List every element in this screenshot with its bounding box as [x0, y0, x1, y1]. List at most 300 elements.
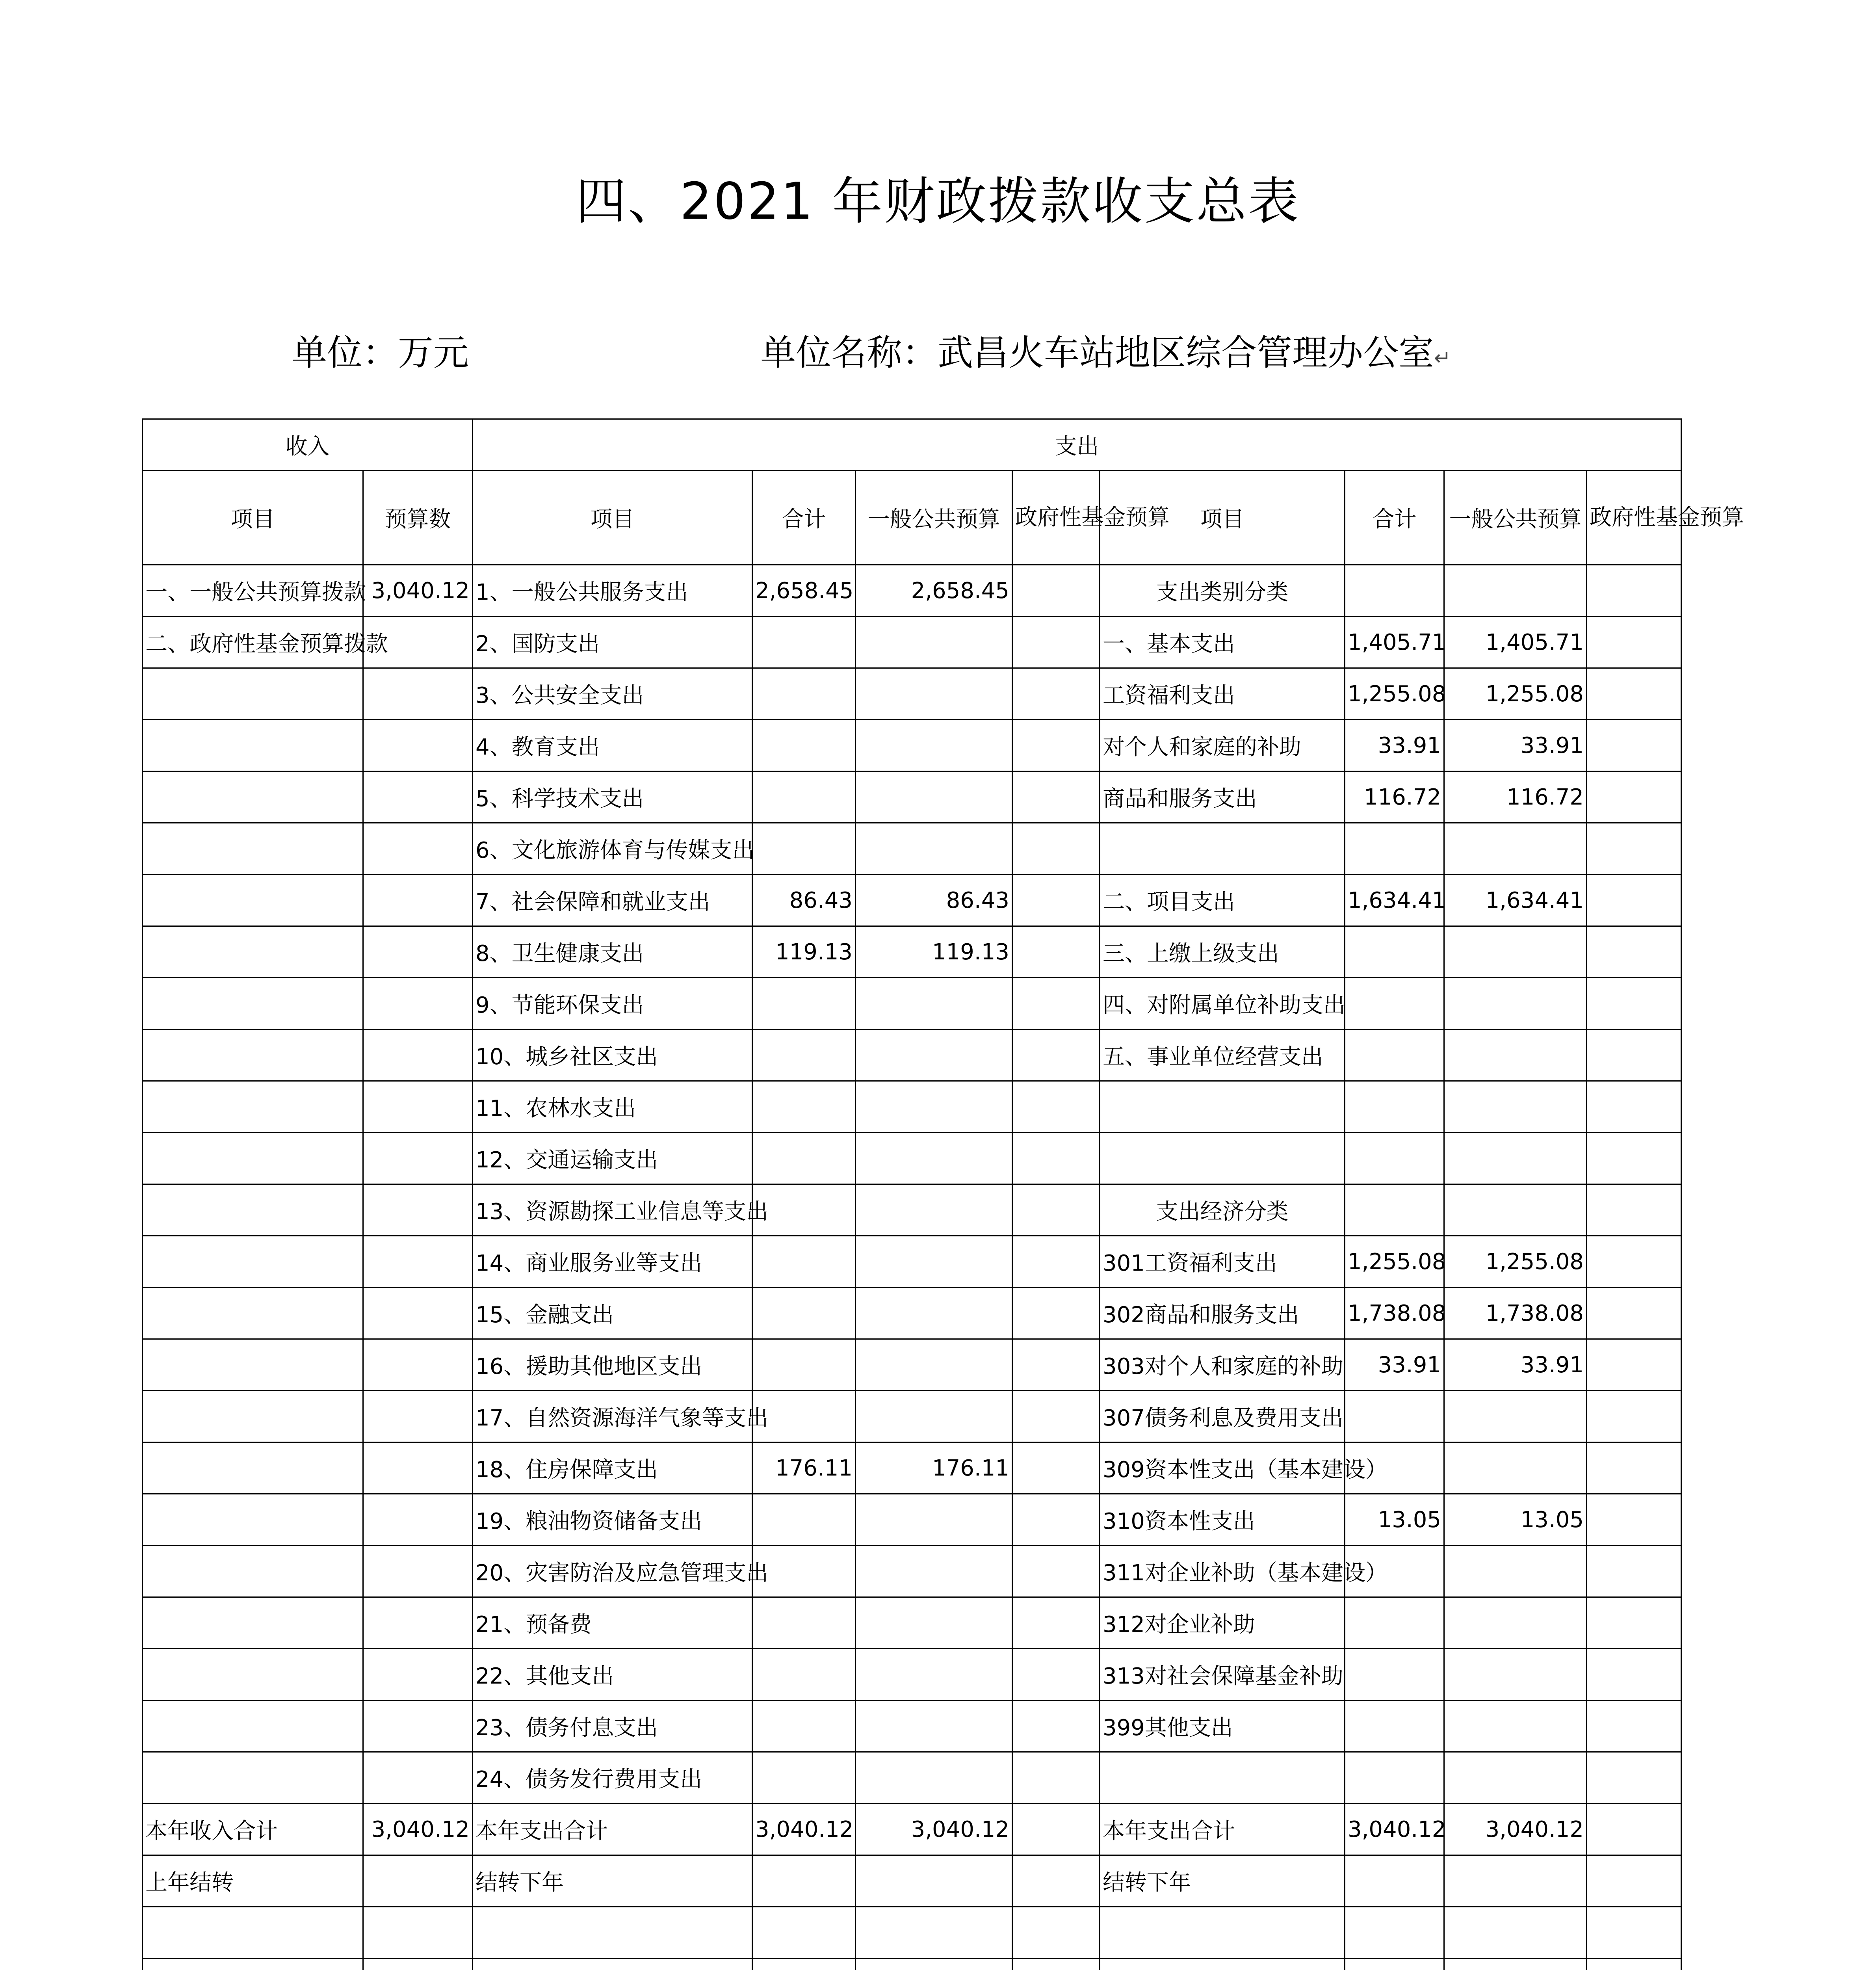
col-header-class-item: 项目 [1100, 471, 1345, 565]
cell-expense-item: 21、预备费 [473, 1597, 752, 1649]
cell-class-total [1345, 1030, 1444, 1081]
cell-expense-general [856, 1236, 1012, 1288]
cell-class-total [1345, 1907, 1444, 1959]
org-name-text: 单位名称：武昌火车站地区综合管理办公室 [760, 332, 1434, 374]
cell-expense-fund [1012, 1184, 1100, 1236]
table-row [143, 771, 1681, 823]
table-row [143, 1855, 1681, 1907]
cell-income-item [143, 875, 363, 926]
cell-expense-general [856, 1184, 1012, 1236]
cell-class-item: 四、对附属单位补助支出 [1100, 978, 1345, 1030]
cell-income-budget [363, 823, 473, 875]
cell-expense-total [752, 1236, 856, 1288]
cell-income-budget [363, 875, 473, 926]
cell-expense-general [856, 1288, 1012, 1339]
cell-expense-fund [1012, 1236, 1100, 1288]
cell-expense-total [752, 668, 856, 720]
cell-expense-item [473, 1959, 752, 1970]
table-row [143, 1546, 1681, 1597]
cell-expense-fund [1012, 617, 1100, 668]
cell-expense-item: 22、其他支出 [473, 1649, 752, 1701]
table-row [143, 1804, 1681, 1855]
cell-class-total [1345, 1597, 1444, 1649]
cell-income-budget [363, 1701, 473, 1752]
cell-income-budget [363, 978, 473, 1030]
cell-class-total: 1,255.08 [1345, 668, 1444, 720]
table-row [143, 617, 1681, 668]
cell-expense-total [752, 720, 856, 771]
cell-class-total [1345, 1391, 1444, 1442]
col-header-total: 合计 [752, 471, 856, 565]
cell-income-budget [363, 1288, 473, 1339]
cell-income-item [143, 720, 363, 771]
cell-class-general: 1,738.08 [1444, 1288, 1587, 1339]
table-row [143, 720, 1681, 771]
table-row [143, 668, 1681, 720]
cell-expense-general [856, 1339, 1012, 1391]
table-row [143, 1907, 1681, 1959]
cell-income-item [143, 1081, 363, 1133]
cell-class-total: 1,634.41 [1345, 875, 1444, 926]
cell-expense-fund [1012, 1288, 1100, 1339]
cell-class-general [1444, 1855, 1587, 1907]
cell-expense-item: 结转下年 [473, 1855, 752, 1907]
cell-income-item [143, 1597, 363, 1649]
cell-expense-item: 12、交通运输支出 [473, 1133, 752, 1184]
cell-expense-fund [1012, 1701, 1100, 1752]
col-header-budget: 预算数 [363, 471, 473, 565]
cell-class-general [1444, 1133, 1587, 1184]
cell-class-total [1345, 1701, 1444, 1752]
table-row [143, 1597, 1681, 1649]
cell-income-item [143, 1494, 363, 1546]
cell-income-budget [363, 1030, 473, 1081]
cell-expense-total [752, 1752, 856, 1804]
cell-expense-item: 11、农林水支出 [473, 1081, 752, 1133]
cell-class-total [1345, 978, 1444, 1030]
cell-expense-item: 5、科学技术支出 [473, 771, 752, 823]
cell-income-budget [363, 1184, 473, 1236]
cell-class-fund [1587, 1804, 1681, 1855]
cell-class-fund [1587, 1339, 1681, 1391]
table-row [143, 1442, 1681, 1494]
cell-income-budget [363, 1752, 473, 1804]
cell-class-item: 307债务利息及费用支出 [1100, 1391, 1345, 1442]
cell-expense-item: 18、住房保障支出 [473, 1442, 752, 1494]
cell-income-item: 一、一般公共预算拨款 [143, 565, 363, 617]
cell-expense-item: 15、金融支出 [473, 1288, 752, 1339]
col-header-class-general: 一般公共预算 [1444, 471, 1587, 565]
cell-income-item [143, 1701, 363, 1752]
cell-expense-item: 20、灾害防治及应急管理支出 [473, 1546, 752, 1597]
cell-expense-fund [1012, 1030, 1100, 1081]
cell-income-item [143, 823, 363, 875]
cell-class-total: 33.91 [1345, 720, 1444, 771]
cell-class-item: 309资本性支出（基本建设） [1100, 1442, 1345, 1494]
cell-class-general [1444, 1597, 1587, 1649]
cell-income-budget [363, 1391, 473, 1442]
col-header-class-fund: 政府性基金预算 [1587, 471, 1681, 565]
cell-class-total [1345, 1133, 1444, 1184]
cell-expense-general [856, 1855, 1012, 1907]
cell-class-item: 本年支出合计 [1100, 1804, 1345, 1855]
cell-class-item: 支出类别分类 [1100, 565, 1345, 617]
cell-income-budget [363, 926, 473, 978]
cell-class-fund [1587, 720, 1681, 771]
cell-expense-total [752, 1494, 856, 1546]
cell-class-general [1444, 1442, 1587, 1494]
cell-expense-item: 24、债务发行费用支出 [473, 1752, 752, 1804]
cell-expense-item: 2、国防支出 [473, 617, 752, 668]
cell-expense-total [752, 1597, 856, 1649]
cell-expense-general: 3,040.12 [856, 1804, 1012, 1855]
cell-expense-general [856, 1597, 1012, 1649]
cell-class-general [1444, 978, 1587, 1030]
cell-class-fund [1587, 1494, 1681, 1546]
cell-expense-general [856, 1133, 1012, 1184]
cell-class-fund [1587, 1442, 1681, 1494]
cell-expense-total [752, 1959, 856, 1970]
cell-income-item [143, 1649, 363, 1701]
cell-expense-general [856, 1391, 1012, 1442]
cell-income-budget [363, 1339, 473, 1391]
table-row [143, 1752, 1681, 1804]
cell-income-item [143, 1959, 363, 1970]
cell-income-item [143, 771, 363, 823]
table-row [143, 1133, 1681, 1184]
cell-expense-general [856, 1546, 1012, 1597]
cell-expense-general [856, 1081, 1012, 1133]
cell-class-item: 工资福利支出 [1100, 668, 1345, 720]
cell-class-total: 1,738.08 [1345, 1288, 1444, 1339]
cell-expense-fund [1012, 565, 1100, 617]
cell-class-item: 三、上缴上级支出 [1100, 926, 1345, 978]
cell-expense-item: 14、商业服务业等支出 [473, 1236, 752, 1288]
cell-income-budget [363, 668, 473, 720]
cell-class-general [1444, 1959, 1587, 1970]
income-header: 收入 [143, 419, 473, 471]
cell-expense-total [752, 1701, 856, 1752]
cell-class-fund [1587, 1597, 1681, 1649]
cell-income-budget [363, 1597, 473, 1649]
cell-class-total: 1,255.08 [1345, 1236, 1444, 1288]
cell-expense-general: 176.11 [856, 1442, 1012, 1494]
cell-class-fund [1587, 1649, 1681, 1701]
cell-expense-item: 10、城乡社区支出 [473, 1030, 752, 1081]
cell-expense-fund [1012, 1752, 1100, 1804]
cell-class-fund [1587, 926, 1681, 978]
cell-income-budget [363, 1649, 473, 1701]
cell-expense-total [752, 1907, 856, 1959]
cell-class-fund [1587, 1907, 1681, 1959]
cell-class-fund [1587, 1959, 1681, 1970]
cell-expense-fund [1012, 1855, 1100, 1907]
cell-class-total [1345, 1649, 1444, 1701]
cell-class-fund [1587, 1752, 1681, 1804]
cell-class-item: 二、项目支出 [1100, 875, 1345, 926]
cell-expense-item: 23、债务付息支出 [473, 1701, 752, 1752]
cell-expense-item: 17、自然资源海洋气象等支出 [473, 1391, 752, 1442]
cell-class-general [1444, 926, 1587, 978]
cell-class-fund [1587, 1855, 1681, 1907]
cell-class-general: 33.91 [1444, 720, 1587, 771]
cell-income-item [143, 926, 363, 978]
cell-class-item: 商品和服务支出 [1100, 771, 1345, 823]
cell-expense-total [752, 1855, 856, 1907]
cell-expense-fund [1012, 1442, 1100, 1494]
cell-class-general [1444, 1391, 1587, 1442]
table-row [143, 1649, 1681, 1701]
cell-expense-total [752, 1288, 856, 1339]
cell-income-item: 二、政府性基金预算拨款 [143, 617, 363, 668]
paragraph-mark-icon: ↵ [1434, 346, 1451, 370]
cell-expense-general: 2,658.45 [856, 565, 1012, 617]
table-row [143, 1030, 1681, 1081]
col-header-item: 项目 [143, 471, 363, 565]
cell-expense-total [752, 1133, 856, 1184]
unit-label: 单位：万元 [292, 332, 469, 374]
cell-class-item: 313对社会保障基金补助 [1100, 1649, 1345, 1701]
cell-expense-general [856, 668, 1012, 720]
cell-expense-item [473, 1907, 752, 1959]
cell-class-item [1100, 1133, 1345, 1184]
cell-income-item: 上年结转 [143, 1855, 363, 1907]
cell-expense-item: 9、节能环保支出 [473, 978, 752, 1030]
cell-expense-item: 16、援助其他地区支出 [473, 1339, 752, 1391]
cell-income-budget [363, 771, 473, 823]
cell-class-total [1345, 1752, 1444, 1804]
cell-income-item [143, 1339, 363, 1391]
cell-class-general [1444, 1081, 1587, 1133]
cell-class-general [1444, 1701, 1587, 1752]
table-row [143, 823, 1681, 875]
table-row [143, 1081, 1681, 1133]
col-header-exp-item: 项目 [473, 471, 752, 565]
cell-expense-item: 19、粮油物资储备支出 [473, 1494, 752, 1546]
cell-expense-fund [1012, 1494, 1100, 1546]
cell-income-budget [363, 1442, 473, 1494]
cell-class-general: 1,255.08 [1444, 668, 1587, 720]
cell-expense-fund [1012, 720, 1100, 771]
cell-income-item [143, 978, 363, 1030]
cell-expense-fund [1012, 823, 1100, 875]
cell-class-item [1100, 1752, 1345, 1804]
cell-income-item: 本年收入合计 [143, 1804, 363, 1855]
cell-income-budget [363, 1959, 473, 1970]
cell-class-general: 1,405.71 [1444, 617, 1587, 668]
cell-expense-total: 176.11 [752, 1442, 856, 1494]
cell-class-total [1345, 926, 1444, 978]
table-row [143, 1339, 1681, 1391]
cell-class-fund [1587, 668, 1681, 720]
cell-class-general: 1,255.08 [1444, 1236, 1587, 1288]
cell-expense-general [856, 1907, 1012, 1959]
cell-income-budget: 3,040.12 [363, 1804, 473, 1855]
cell-expense-general [856, 1959, 1012, 1970]
cell-expense-item: 7、社会保障和就业支出 [473, 875, 752, 926]
cell-expense-fund [1012, 1907, 1100, 1959]
cell-class-item: 结转下年 [1100, 1855, 1345, 1907]
cell-class-total [1345, 1184, 1444, 1236]
cell-expense-total [752, 1030, 856, 1081]
cell-income-budget [363, 720, 473, 771]
cell-expense-general [856, 1649, 1012, 1701]
cell-class-general: 1,634.41 [1444, 875, 1587, 926]
cell-income-budget [363, 1133, 473, 1184]
cell-class-fund [1587, 617, 1681, 668]
table-row [143, 565, 1681, 617]
budget-summary-table [142, 418, 1744, 1970]
cell-income-item [143, 1030, 363, 1081]
cell-class-total: 3,040.12 [1345, 1804, 1444, 1855]
cell-expense-total: 86.43 [752, 875, 856, 926]
table-row [143, 1959, 1681, 1970]
cell-class-general [1444, 1752, 1587, 1804]
cell-class-total: 33.91 [1345, 1339, 1444, 1391]
cell-class-fund [1587, 565, 1681, 617]
col-header-class-total: 合计 [1345, 471, 1444, 565]
col-header-fund: 政府性基金预算 [1012, 471, 1100, 565]
cell-class-item: 311对企业补助（基本建设） [1100, 1546, 1345, 1597]
cell-class-fund [1587, 978, 1681, 1030]
cell-class-fund [1587, 1701, 1681, 1752]
cell-expense-general [856, 771, 1012, 823]
cell-income-budget [363, 1546, 473, 1597]
cell-expense-total [752, 617, 856, 668]
page-title: 四、2021 年财政拨款收支总表 [576, 172, 1300, 231]
cell-income-budget [363, 1907, 473, 1959]
cell-expense-fund [1012, 1804, 1100, 1855]
table-row [143, 1391, 1681, 1442]
table-row [143, 978, 1681, 1030]
cell-income-item [143, 668, 363, 720]
cell-class-fund [1587, 1288, 1681, 1339]
cell-expense-general [856, 1701, 1012, 1752]
cell-class-fund [1587, 1133, 1681, 1184]
table-row [143, 926, 1681, 978]
cell-income-budget [363, 1236, 473, 1288]
cell-class-item: 一、基本支出 [1100, 617, 1345, 668]
cell-class-item: 302商品和服务支出 [1100, 1288, 1345, 1339]
cell-class-total [1345, 1855, 1444, 1907]
cell-expense-fund [1012, 771, 1100, 823]
cell-expense-total [752, 1339, 856, 1391]
cell-class-item: 五、事业单位经营支出 [1100, 1030, 1345, 1081]
cell-class-general [1444, 1184, 1587, 1236]
cell-expense-item: 本年支出合计 [473, 1804, 752, 1855]
cell-income-item [143, 1288, 363, 1339]
cell-class-fund [1587, 1391, 1681, 1442]
cell-expense-fund [1012, 1081, 1100, 1133]
cell-expense-fund [1012, 668, 1100, 720]
cell-expense-general: 119.13 [856, 926, 1012, 978]
cell-expense-fund [1012, 1649, 1100, 1701]
cell-class-fund [1587, 1081, 1681, 1133]
table-body [143, 565, 1681, 1970]
cell-class-total [1345, 823, 1444, 875]
cell-expense-total: 2,658.45 [752, 565, 856, 617]
col-header-general: 一般公共预算 [856, 471, 1012, 565]
cell-income-item [143, 1546, 363, 1597]
cell-class-item [1100, 1959, 1345, 1970]
cell-class-fund [1587, 771, 1681, 823]
cell-expense-fund [1012, 1546, 1100, 1597]
cell-class-general: 116.72 [1444, 771, 1587, 823]
cell-class-item: 303对个人和家庭的补助 [1100, 1339, 1345, 1391]
table-row [143, 1701, 1681, 1752]
cell-income-item [143, 1391, 363, 1442]
cell-expense-total [752, 823, 856, 875]
cell-class-item [1100, 1907, 1345, 1959]
cell-expense-item: 3、公共安全支出 [473, 668, 752, 720]
cell-expense-total [752, 978, 856, 1030]
cell-class-general: 13.05 [1444, 1494, 1587, 1546]
cell-expense-item: 6、文化旅游体育与传媒支出 [473, 823, 752, 875]
cell-class-general [1444, 823, 1587, 875]
cell-class-general: 33.91 [1444, 1339, 1587, 1391]
cell-class-general [1444, 1030, 1587, 1081]
cell-expense-item: 1、一般公共服务支出 [473, 565, 752, 617]
cell-expense-fund [1012, 1133, 1100, 1184]
cell-class-item: 312对企业补助 [1100, 1597, 1345, 1649]
cell-class-general [1444, 1546, 1587, 1597]
table-row [143, 1236, 1681, 1288]
cell-class-item: 310资本性支出 [1100, 1494, 1345, 1546]
cell-income-budget: 3,040.12 [363, 565, 473, 617]
cell-class-fund [1587, 823, 1681, 875]
cell-class-fund [1587, 1236, 1681, 1288]
cell-expense-fund [1012, 1391, 1100, 1442]
cell-expense-general [856, 1752, 1012, 1804]
cell-expense-general [856, 823, 1012, 875]
cell-expense-item: 8、卫生健康支出 [473, 926, 752, 978]
cell-income-item [143, 1184, 363, 1236]
cell-class-total [1345, 565, 1444, 617]
cell-class-general [1444, 1907, 1587, 1959]
cell-class-fund [1587, 1030, 1681, 1081]
cell-income-budget [363, 1081, 473, 1133]
cell-income-item [143, 1133, 363, 1184]
cell-class-total: 1,405.71 [1345, 617, 1444, 668]
cell-class-general: 3,040.12 [1444, 1804, 1587, 1855]
cell-expense-total [752, 771, 856, 823]
cell-class-fund [1587, 875, 1681, 926]
cell-income-item [143, 1752, 363, 1804]
cell-expense-total: 119.13 [752, 926, 856, 978]
cell-income-item [143, 1442, 363, 1494]
cell-class-total: 116.72 [1345, 771, 1444, 823]
cell-class-item: 对个人和家庭的补助 [1100, 720, 1345, 771]
cell-class-fund [1587, 1184, 1681, 1236]
cell-expense-general [856, 978, 1012, 1030]
cell-class-item: 301工资福利支出 [1100, 1236, 1345, 1288]
cell-expense-item: 13、资源勘探工业信息等支出 [473, 1184, 752, 1236]
cell-class-total [1345, 1081, 1444, 1133]
cell-income-budget [363, 1494, 473, 1546]
cell-class-general [1444, 1649, 1587, 1701]
cell-expense-fund [1012, 978, 1100, 1030]
cell-expense-fund [1012, 875, 1100, 926]
cell-expense-fund [1012, 1339, 1100, 1391]
cell-class-item [1100, 1081, 1345, 1133]
cell-expense-general [856, 1030, 1012, 1081]
cell-expense-general [856, 720, 1012, 771]
cell-class-item: 支出经济分类 [1100, 1184, 1345, 1236]
cell-income-budget [363, 1855, 473, 1907]
table-row [143, 875, 1681, 926]
cell-income-item [143, 1907, 363, 1959]
cell-expense-general [856, 1494, 1012, 1546]
